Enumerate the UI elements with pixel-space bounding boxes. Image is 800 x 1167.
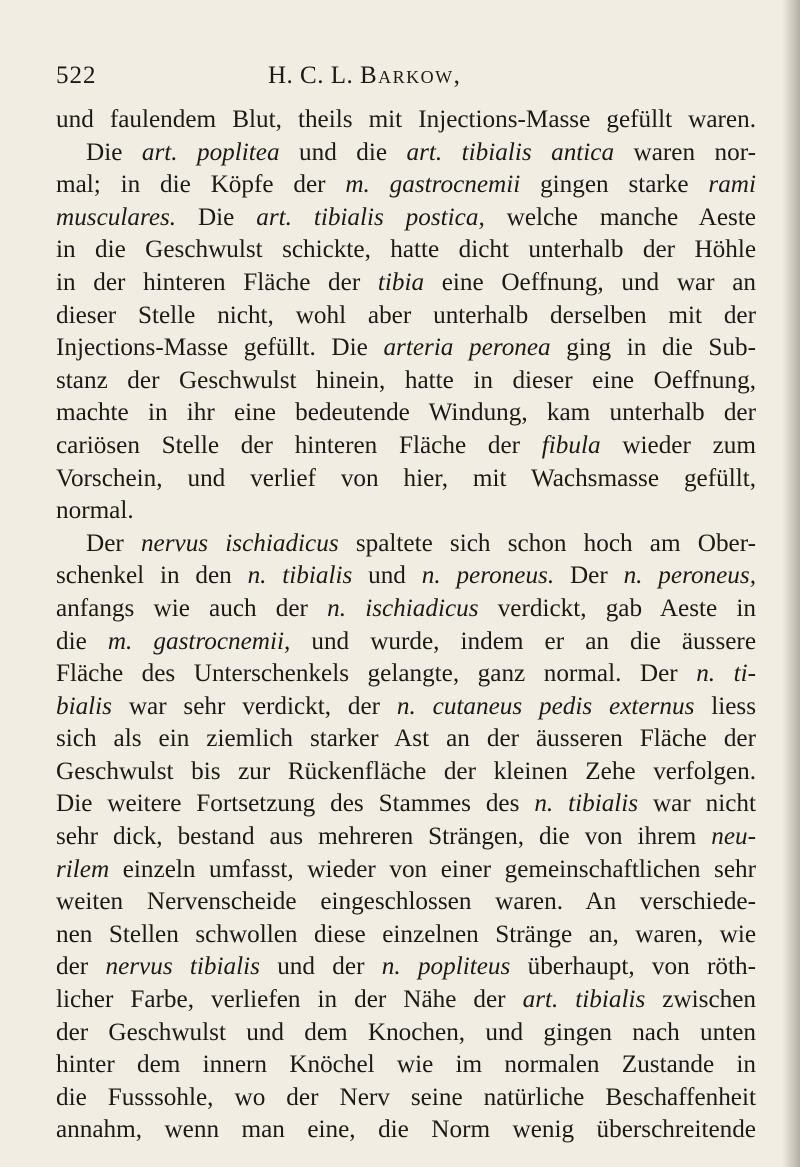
text-line [56,463,756,496]
italic-term: n. peroneus, [623,562,756,590]
text-run: und die [279,138,407,166]
text-run: dieser Stelle nicht, wohl aber unterhalb derselben mit der [56,301,756,329]
author-surname: Barkow, [360,62,462,89]
italic-term: art. tibialis postica, [256,203,485,231]
italic-term: n. ischiadicus [327,594,479,622]
text-run: Die weitere Fortsetzung des Stammes des [56,790,535,818]
text-line [56,821,756,854]
text-line [56,169,756,202]
italic-term: n. popliteus [381,953,511,981]
text-run: gingen starke [520,171,709,199]
text-run: machte in ihr eine bedeutende Windung, kam unterhalb der [56,399,756,427]
text-line [56,300,756,333]
text-line [56,984,756,1017]
text-line [56,104,756,137]
text-line [56,495,756,528]
text-run: licher Farbe, verliefen in der Nähe der [56,986,523,1014]
text-line [56,137,756,170]
italic-term: nervus ischiadicus [140,529,339,557]
text-line [56,691,756,724]
text-line [56,1114,756,1147]
italic-term: nervus tibialis [105,953,260,981]
italic-term: art. poplitea [141,138,280,166]
text-run: die [56,627,108,655]
text-line [56,919,756,952]
text-run: anfangs wie auch der [56,594,328,622]
text-run: hinter dem innern Knöchel wie im normalen Zustande in [56,1051,756,1079]
text-run: ging in die Sub- [550,334,756,362]
running-header [56,58,746,94]
text-line [56,332,756,365]
text-run: normal. [56,497,134,525]
italic-term: m. gastrocnemii, [107,627,291,655]
text-line [56,951,756,984]
text-run: Geschwulst bis zur Rückenfläche der kleinen Zehe verfolgen. [56,757,756,785]
italic-term: n. tibialis [247,562,353,590]
text-run: der [56,953,106,981]
text-run: und der [259,953,382,981]
text-line [56,397,756,430]
text-line [56,234,756,267]
text-line [56,560,756,593]
body-text [56,104,756,1147]
text-run: Der [86,529,141,557]
text-line [56,886,756,919]
text-run: einzeln umfasst, wieder von einer gemeinschaftlichen sehr [109,855,756,883]
italic-term: rami [708,171,756,199]
text-run: eine Oeffnung, und war an [424,268,757,296]
text-run: stanz der Geschwulst hinein, hatte in dieser eine Oeffnung, [56,366,756,394]
text-run: waren nor- [614,138,756,166]
text-line [56,658,756,691]
text-run: Die [176,203,257,231]
italic-term: n. peroneus. [421,562,555,590]
text-run: Injections-Masse gefüllt. Die [56,334,384,362]
text-run: überhaupt, von röth- [510,953,756,981]
text-run: war nicht [638,790,757,818]
author-initials: H. C. L. [268,62,354,89]
text-run: spaltete sich schon hoch am Ober- [338,529,756,557]
text-line [56,756,756,789]
text-line [56,202,756,235]
italic-term: n. ti- [696,660,756,688]
text-run: Die [86,138,142,166]
text-line [56,593,756,626]
text-line [56,528,756,561]
running-head [268,62,461,90]
text-line [56,365,756,398]
text-run: zwischen [645,986,757,1014]
text-run: mal; in die Köpfe der [56,171,346,199]
italic-term: rilem [56,855,110,883]
italic-term: musculares. [56,203,177,231]
text-run: Fläche des Unterschenkels gelangte, ganz normal. Der [56,660,697,688]
text-line [56,854,756,887]
text-run: wieder zum [600,431,756,459]
text-run: sehr dick, bestand aus mehreren Strängen, die von ihrem [56,823,712,851]
text-run: weiten Nervenscheide eingeschlossen waren. An verschiede- [56,888,756,916]
text-line [56,788,756,821]
text-line [56,1082,756,1115]
text-line [56,430,756,463]
text-run: nen Stellen schwollen diese einzelnen Stränge an, waren, wie [56,920,756,948]
text-line [56,267,756,300]
text-line [56,626,756,659]
text-line [56,1049,756,1082]
text-line [56,723,756,756]
text-run: liess [694,692,757,720]
italic-term: n. tibialis [534,790,639,818]
italic-term: fibula [541,431,601,459]
text-run: verdickt, gab Aeste in [478,594,756,622]
text-run: Der [554,562,624,590]
italic-term: tibia [377,268,425,296]
text-run: cariösen Stelle der hinteren Fläche der [56,431,542,459]
text-run: und wurde, indem er an die äussere [290,627,756,655]
text-run: annahm, wenn man eine, die Norm wenig überschreitende [56,1116,756,1144]
text-run: Vorschein, und verlief von hier, mit Wachsmasse gefüllt, [56,464,756,492]
italic-term: n. cutaneus pedis externus [396,692,695,720]
page-edge-shadow [782,0,800,1167]
text-run: und [352,562,422,590]
text-run: in der hinteren Fläche der [56,268,378,296]
italic-term: bialis [56,692,112,720]
text-run: war sehr verdickt, der [111,692,397,720]
text-run: die Fusssohle, wo der Nerv seine natürliche Beschaffenheit [56,1083,756,1111]
italic-term: art. tibialis [522,986,646,1014]
text-run: schenkel in den [56,562,248,590]
italic-term: art. tibialis antica [406,138,615,166]
text-line [56,1017,756,1050]
text-run: in die Geschwulst schickte, hatte dicht unterhalb der Höhle [56,236,756,264]
italic-term: m. gastrocnemii [345,171,521,199]
text-run: sich als ein ziemlich starker Ast an der äusseren Fläche der [56,725,756,753]
italic-term: arteria peronea [383,334,551,362]
text-run: welche manche Aeste [484,203,756,231]
page-number: 522 [56,62,97,89]
italic-term: neu- [711,823,756,851]
text-run: der Geschwulst und dem Knochen, und gingen nach unten [56,1018,756,1046]
text-run: und faulendem Blut, theils mit Injections-Masse gefüllt waren. [56,106,756,133]
